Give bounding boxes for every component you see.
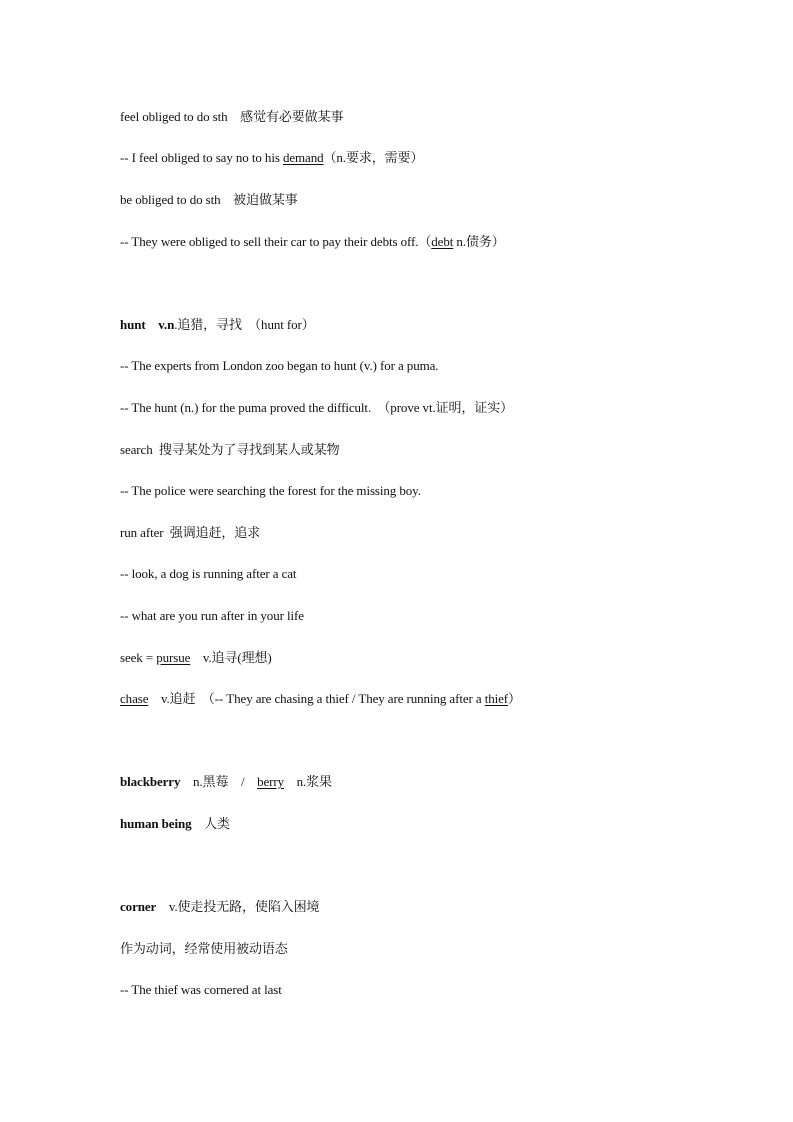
underlined-term: debt bbox=[431, 234, 454, 249]
text-segment: -- The hunt (n.) for the puma proved the difficult. （prove vt.证明，证实） bbox=[120, 400, 514, 415]
text-segment: seek = bbox=[120, 650, 157, 665]
text-line bbox=[120, 690, 521, 708]
text-line bbox=[120, 357, 438, 375]
text-segment: run after 强调追赶，追求 bbox=[120, 525, 261, 540]
text-line bbox=[120, 649, 272, 667]
text-segment: n.黑莓 / bbox=[180, 774, 258, 789]
underlined-term: thief bbox=[484, 691, 509, 706]
text-segment: -- The police were searching the forest for the missing boy. bbox=[120, 483, 421, 498]
text-segment: .追猎，寻找 （hunt for） bbox=[174, 317, 315, 332]
text-segment: v.追赶 （-- They are chasing a thief / They are running after a bbox=[148, 691, 485, 706]
bold-term: human being bbox=[120, 816, 192, 831]
text-segment bbox=[146, 317, 159, 332]
underlined-term: chase bbox=[120, 691, 149, 706]
text-line bbox=[120, 399, 513, 417]
text-segment: （n.要求，需要） bbox=[323, 150, 424, 165]
bold-term: blackberry bbox=[120, 774, 181, 789]
text-line bbox=[120, 233, 505, 251]
underlined-term: pursue bbox=[156, 650, 191, 665]
text-line bbox=[120, 940, 288, 958]
text-segment: 作为动词，经常使用被动语态 bbox=[120, 941, 288, 956]
text-line bbox=[120, 108, 343, 126]
underlined-term: berry bbox=[257, 774, 284, 789]
text-segment: 人类 bbox=[191, 816, 230, 831]
text-line bbox=[120, 482, 421, 500]
text-line bbox=[120, 981, 282, 999]
text-line bbox=[120, 316, 315, 334]
text-line bbox=[120, 524, 260, 542]
text-segment: n.浆果 bbox=[284, 774, 332, 789]
text-segment: n.债务） bbox=[453, 234, 505, 249]
text-segment: -- The experts from London zoo began to hunt (v.) for a puma. bbox=[120, 358, 439, 373]
text-line bbox=[120, 149, 423, 167]
text-segment: ） bbox=[508, 691, 521, 706]
text-segment: v.使走投无路，使陷入困境 bbox=[156, 899, 320, 914]
text-segment: be obliged to do sth bbox=[120, 192, 221, 207]
text-line bbox=[120, 565, 296, 583]
text-line bbox=[120, 191, 298, 209]
text-segment: search 搜寻某处为了寻找到某人或某物 bbox=[120, 442, 340, 457]
bold-term: corner bbox=[120, 899, 157, 914]
text-segment: 感觉有必要做某事 bbox=[227, 109, 344, 124]
text-segment: -- The thief was cornered at last bbox=[120, 982, 282, 997]
text-line bbox=[120, 607, 304, 625]
text-line bbox=[120, 815, 230, 833]
text-segment: -- I feel obliged to say no to his bbox=[120, 150, 283, 165]
text-segment: -- They were obliged to sell their car to pay their debts off.（ bbox=[120, 234, 432, 249]
text-line bbox=[120, 441, 340, 459]
text-segment: v.追寻(理想) bbox=[190, 650, 272, 665]
bold-term: hunt bbox=[120, 317, 146, 332]
text-segment: -- look, a dog is running after a cat bbox=[120, 566, 297, 581]
text-line bbox=[120, 773, 332, 791]
text-segment: -- what are you run after in your life bbox=[120, 608, 304, 623]
text-segment: 被迫做某事 bbox=[220, 192, 298, 207]
bold-term: v.n bbox=[158, 317, 175, 332]
text-segment: feel obliged to do sth bbox=[120, 109, 228, 124]
text-line bbox=[120, 898, 319, 916]
underlined-term: demand bbox=[282, 150, 324, 165]
